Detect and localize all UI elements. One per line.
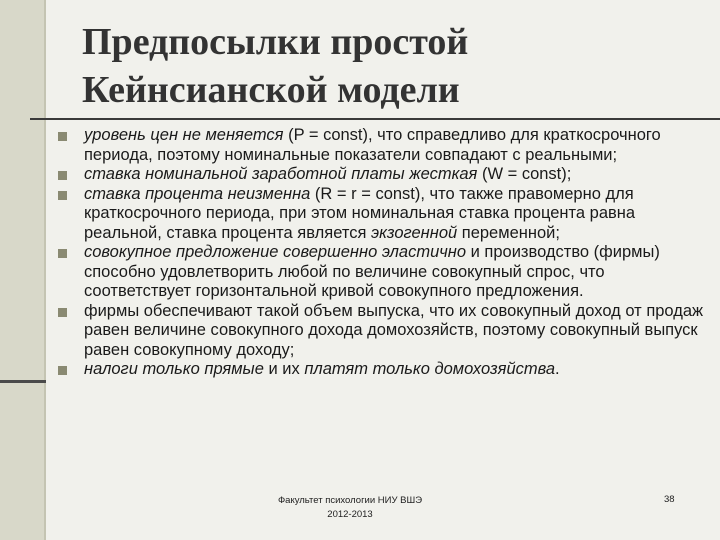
square-bullet-icon [58, 132, 67, 141]
slide-title [82, 18, 682, 114]
bullet-item-taxes-italic-2: платят только домохозяйства [304, 360, 556, 378]
bullet-item-price-level-text: (P = const), что справедливо для краткосрочного периода, поэтому номинальные показатели совпадают с реальными; [84, 126, 661, 164]
bullet-item-firms-output-text: фирмы обеспечивают такой объем выпуска, что их совокупный доход от продаж равен величине совокупного дохода домохозяйств, поэтому совокупный выпуск равен совокупному доходу; [84, 301, 704, 359]
bullet-item-price-level [58, 126, 708, 165]
bullet-item-taxes-text-2: . [555, 360, 560, 378]
bullet-item-taxes-text: и их [263, 360, 305, 378]
bullet-item-firms-output [58, 302, 708, 361]
square-bullet-icon [58, 191, 67, 200]
footer-years: 2012-2013 [327, 509, 373, 520]
bullet-item-price-level-italic: уровень цен не меняется [84, 126, 284, 144]
square-bullet-icon [58, 249, 67, 258]
slide-title-line-2: Кейнсианской модели [82, 69, 460, 111]
bullet-item-interest-rate [58, 185, 708, 244]
title-divider [30, 118, 720, 120]
bullet-list [58, 126, 708, 380]
bullet-item-wage-rate-italic: ставка номинальной заработной платы жесткая [84, 165, 478, 183]
bullet-item-interest-rate-italic-2: экзогенной [370, 223, 458, 242]
slide-footer [250, 494, 450, 522]
slide-title-line-1: Предпосылки простой [82, 21, 469, 63]
bullet-item-wage-rate-text: (W = const); [477, 165, 572, 183]
footer-faculty: Факультет психологии НИУ ВШЭ [277, 495, 423, 506]
bullet-item-aggregate-supply-italic: совокупное предложение совершенно эластично [84, 243, 467, 261]
bullet-item-taxes-italic: налоги только прямые [84, 360, 264, 378]
bullet-item-interest-rate-italic: ставка процента неизменна [84, 184, 311, 203]
bullet-item-aggregate-supply [58, 243, 708, 302]
left-band-edge [44, 0, 46, 540]
bullet-item-wage-rate [58, 165, 708, 185]
bullet-item-aggregate-supply-text: и производство (фирмы) способно удовлетворить любой по величине совокупный спрос, что соответствует горизонтальной кривой совокупного предложения. [84, 243, 660, 300]
bullet-item-interest-rate-text-2: переменной; [457, 223, 560, 242]
bullet-item-interest-rate-text: (R = r = const), что также правомерно для краткосрочного периода, при этом номинальная ставка процента равна реальной, ставка процента является [84, 184, 636, 242]
page-number: 38 [664, 494, 675, 505]
band-accent-line [0, 380, 46, 383]
square-bullet-icon [58, 308, 67, 317]
square-bullet-icon [58, 171, 67, 180]
left-decorative-band [0, 0, 46, 540]
bullet-item-taxes [58, 360, 708, 380]
square-bullet-icon [58, 366, 67, 375]
